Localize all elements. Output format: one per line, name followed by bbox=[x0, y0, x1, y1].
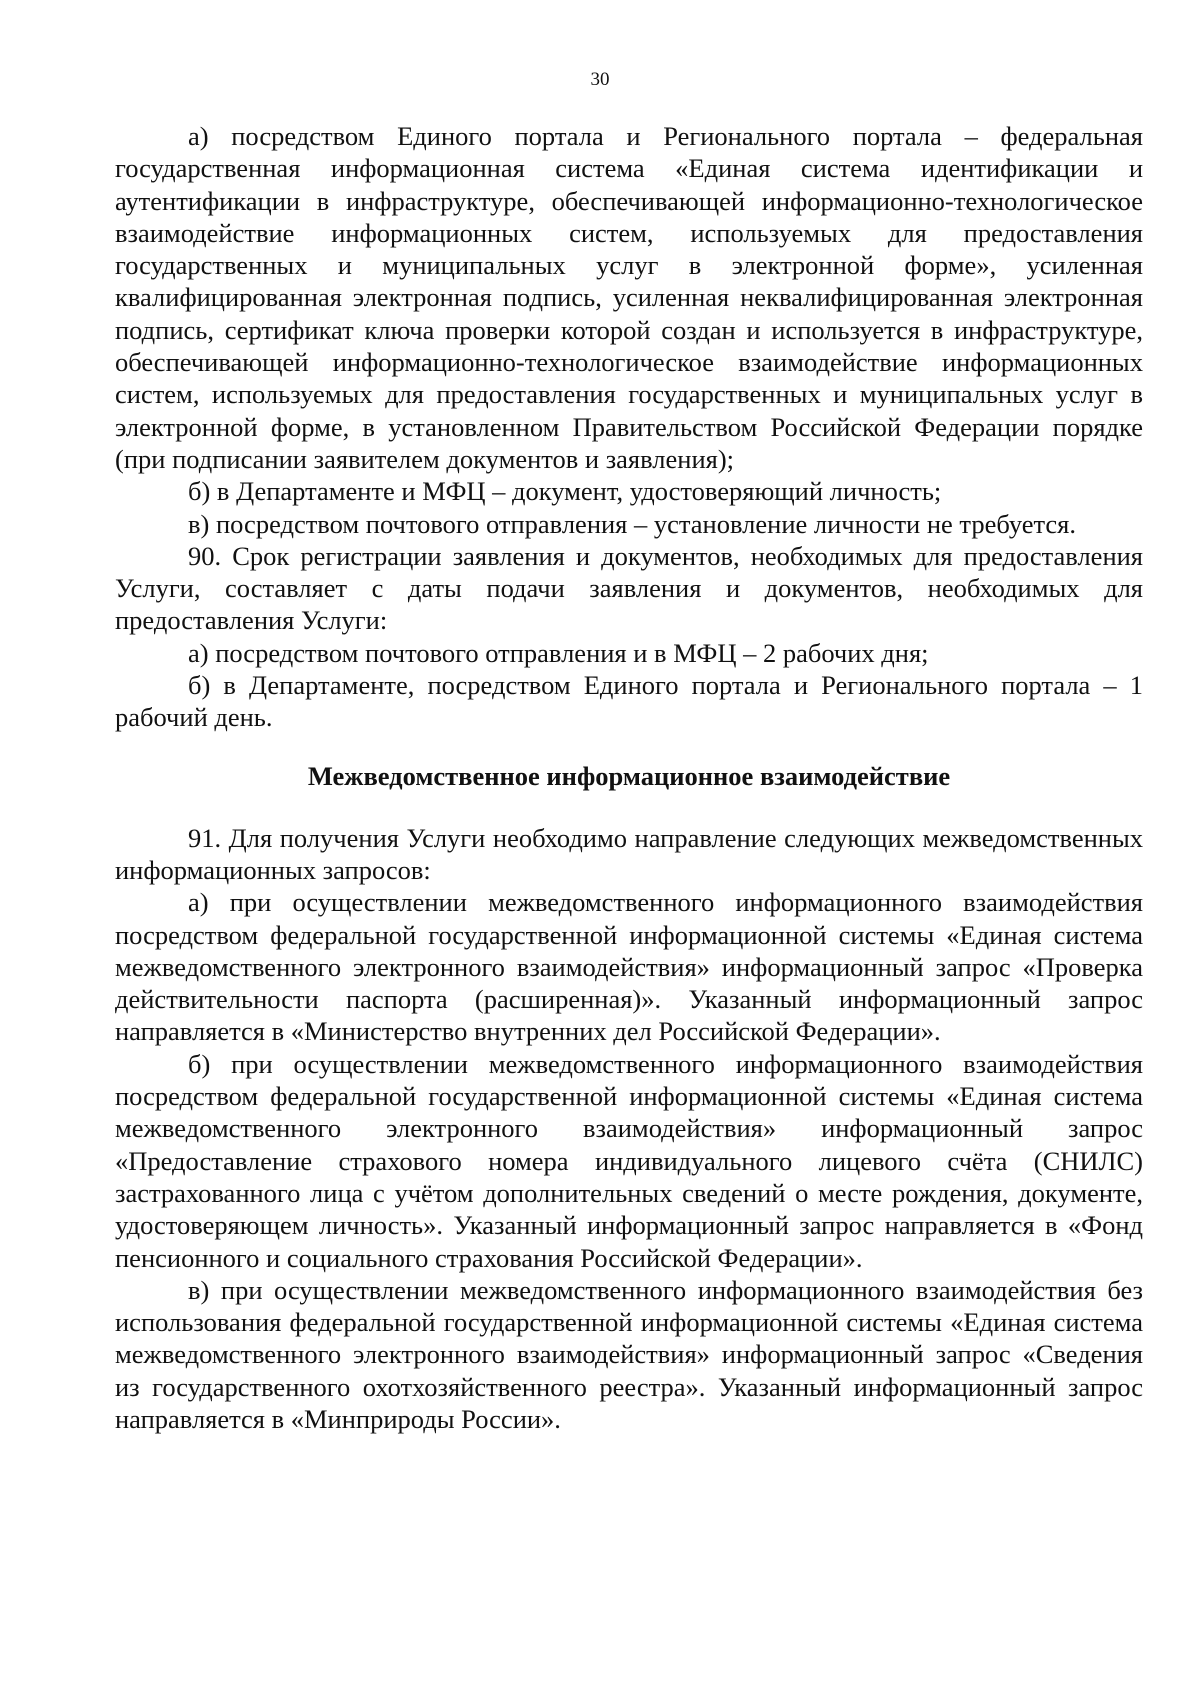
document-body bbox=[115, 120, 1143, 1435]
paragraph-90-term-department-portal: б) в Департаменте, посредством Единого портала и Регионального портала – 1 рабочий день. bbox=[115, 670, 1143, 733]
paragraph-91-request-snils: б) при осуществлении межведомственного информационного взаимодействия посредством федеральной государственной информационной системы «Единая система межведомственного электронного взаимодействия» информационный запрос «Предоставление страхового номера индивидуального лицевого счёта (СНИЛС) застрахованного лица с учётом дополнительных сведений о месте рождения, документе, удостоверяющем личность». Указанный информационный запрос направляется в «Фонд пенсионного и социального страхования Российской Федерации». bbox=[115, 1048, 1143, 1273]
paragraph-identification-mail: в) посредством почтового отправления – установление личности не требуется. bbox=[188, 508, 1076, 539]
paragraph-91-request-hunting-registry: в) при осуществлении межведомственного информационного взаимодействия без использования федеральной государственной информационной системы «Единая система межведомственного электронного взаимодействия» информационный запрос «Сведения из государственного охотхозяйственного реестра». Указанный информационный запрос направляется в «Минприроды России». bbox=[115, 1274, 1143, 1434]
paragraph-90-term-mail-mfc: а) посредством почтового отправления и в МФЦ – 2 рабочих дня; bbox=[188, 637, 929, 668]
paragraph-90-registration-term: 90. Срок регистрации заявления и документов, необходимых для предоставления Услуги, составляет с даты подачи заявления и документов, необходимых для предоставления Услуги: bbox=[115, 540, 1143, 636]
paragraph-91-requests: 91. Для получения Услуги необходимо направление следующих межведомственных информационных запросов: bbox=[115, 822, 1143, 885]
section-heading: Межведомственное информационное взаимодействие bbox=[307, 760, 951, 791]
page-number: 30 bbox=[590, 69, 610, 90]
paragraph-identification-portal: а) посредством Единого портала и Регионального портала – федеральная государственная информационная система «Единая система идентификации и аутентификации в инфраструктуре, обеспечивающей информационно-технологическое взаимодействие информационных систем, используемых для предоставления государственных и муниципальных услуг в электронной форме», усиленная квалифицированная электронная подпись, усиленная неквалифицированная электронная подпись, сертификат ключа проверки которой создан и используется в инфраструктуре, обеспечивающей информационно-технологическое взаимодействие информационных систем, используемых для предоставления государственных и муниципальных услуг в электронной форме, в установленном Правительством Российской Федерации порядке (при подписании заявителем документов и заявления); bbox=[115, 121, 1143, 474]
paragraph-identification-department: б) в Департаменте и МФЦ – документ, удостоверяющий личность; bbox=[188, 476, 942, 507]
paragraph-91-request-passport: а) при осуществлении межведомственного информационного взаимодействия посредством федеральной государственной информационной системы «Единая система межведомственного электронного взаимодействия» информационный запрос «Проверка действительности паспорта (расширенная)». Указанный информационный запрос направляется в «Министерство внутренних дел Российской Федерации». bbox=[115, 887, 1143, 1047]
